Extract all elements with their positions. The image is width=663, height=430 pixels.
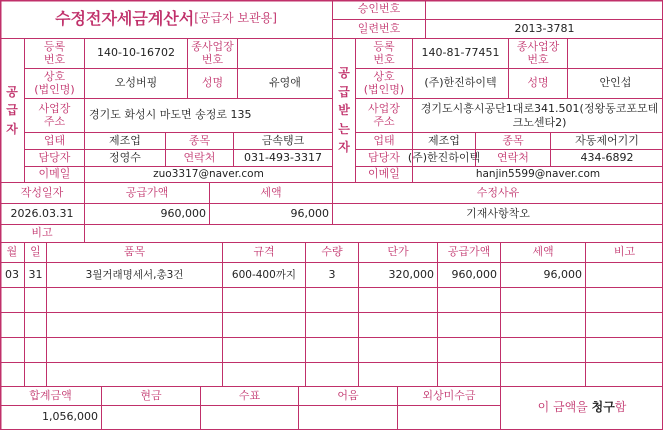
item-row-1-price: 320,000 — [388, 267, 434, 281]
buyer-biz-type-label: 업태 — [373, 133, 395, 147]
buyer-company-label: 상호 (법인명) — [363, 69, 405, 96]
title-main: 수정전자세금계산서 — [55, 8, 195, 28]
buyer-ceo-label: 성명 — [527, 76, 549, 90]
approval-no-label: 승인번호 — [357, 2, 401, 16]
supplier-manager-label: 담당자 — [38, 150, 71, 164]
buyer-branch-no — [568, 39, 663, 68]
claim-prefix: 이 금액을 — [537, 400, 588, 415]
col-qty: 수량 — [321, 245, 343, 259]
item-row-1-qty: 3 — [328, 267, 336, 281]
supplier-side-label: 공 급 자 — [6, 84, 18, 136]
claim-statement — [501, 387, 663, 429]
col-supply: 공급가액 — [447, 245, 491, 259]
item-row-1-tax: 96,000 — [543, 267, 582, 281]
item-row-1-note — [586, 263, 663, 287]
credit-amount — [398, 406, 500, 429]
note-label: 비고 — [31, 226, 53, 240]
supplier-address: 경기도 화성시 마도면 송정로 135 — [89, 108, 252, 122]
tax-amount: 96,000 — [290, 206, 329, 220]
bill-amount — [299, 406, 397, 429]
col-spec: 규격 — [253, 245, 275, 259]
buyer-email[interactable]: hanjin5599@naver.com — [475, 168, 601, 181]
check-label: 수표 — [238, 388, 261, 402]
total-amount-label: 합계금액 — [29, 388, 72, 402]
note-value — [85, 225, 663, 242]
buyer-ceo: 안인섭 — [599, 76, 632, 90]
modify-reason: 기재사항착오 — [466, 206, 530, 220]
supplier-branch-no — [238, 39, 332, 68]
supplier-email[interactable]: zuo3317@naver.com — [153, 168, 264, 181]
credit-label: 외상미수금 — [422, 388, 476, 402]
col-day: 일 — [30, 245, 41, 259]
supplier-biz-item-label: 종목 — [188, 133, 211, 147]
buyer-reg-no-label: 등록 번호 — [373, 39, 395, 66]
supplier-branch-no-label: 종사업장 번호 — [191, 39, 234, 66]
buyer-manager-label: 담당자 — [368, 150, 400, 164]
col-month: 월 — [6, 245, 18, 259]
buyer-address-label: 사업장 주소 — [368, 101, 400, 128]
buyer-biz-item: 자동제어기기 — [575, 133, 639, 147]
serial-no-value: 2013-3781 — [514, 21, 575, 35]
supplier-biz-item: 금속탱크 — [261, 133, 305, 147]
item-row-1-name: 3월거래명세서,총3건 — [85, 268, 184, 281]
supplier-contact-label: 연락처 — [183, 150, 216, 164]
buyer-address: 경기도시흥시공단1대로341.501(정왕동코포모테크노센타2) — [420, 101, 659, 129]
tax-amount-label: 세액 — [260, 185, 282, 199]
buyer-manager: (주)한진하이텍 — [407, 150, 481, 164]
serial-no-label: 일련번호 — [357, 21, 401, 35]
supplier-ceo-label: 성명 — [201, 76, 224, 90]
col-tax: 세액 — [532, 245, 554, 259]
col-item-name: 품목 — [123, 245, 146, 259]
supplier-biz-type: 제조업 — [109, 133, 141, 147]
buyer-branch-no-label: 종사업장 번호 — [516, 39, 560, 66]
supplier-address-label: 사업장 주소 — [38, 101, 71, 128]
item-row-1-spec: 600-400까지 — [231, 268, 297, 281]
buyer-contact: 434-6892 — [580, 150, 634, 164]
supplier-biz-type-label: 업태 — [43, 133, 66, 147]
supplier-company: 오성버핑 — [114, 76, 158, 90]
total-amount: 1,056,000 — [42, 410, 98, 424]
supply-amount-label: 공급가액 — [125, 185, 169, 199]
check-amount — [201, 406, 298, 429]
bill-label: 어음 — [337, 388, 359, 402]
approval-no-value — [426, 0, 663, 19]
claim-word: 청구 — [591, 400, 615, 415]
supplier-company-label: 상호 (법인명) — [34, 69, 75, 96]
supplier-reg-no-label: 등록 번호 — [43, 39, 66, 66]
buyer-company: (주)한진하이텍 — [424, 76, 497, 90]
cash-label: 현금 — [140, 388, 162, 402]
item-row-1-supply: 960,000 — [451, 267, 497, 281]
invoice-title — [0, 0, 332, 38]
supplier-email-label: 이메일 — [38, 167, 71, 181]
supplier-contact: 031-493-3317 — [244, 150, 322, 164]
cash-amount — [102, 406, 200, 429]
buyer-side-label: 공 급 받 는 자 — [338, 66, 350, 155]
modify-reason-label: 수정사유 — [476, 185, 520, 199]
supplier-reg-no: 140-10-16702 — [97, 46, 175, 60]
buyer-reg-no: 140-81-77451 — [421, 46, 500, 60]
buyer-biz-item-label: 종목 — [502, 133, 524, 147]
claim-suffix: 함 — [614, 400, 627, 415]
write-date-label: 작성일자 — [20, 185, 64, 199]
buyer-contact-label: 연락처 — [497, 150, 529, 164]
title-copy-type: [공급자 보관용] — [194, 11, 277, 26]
supplier-manager: 정영수 — [109, 150, 141, 164]
item-row-1-month: 03 — [5, 267, 19, 281]
col-unit-price: 단가 — [387, 245, 409, 259]
supplier-ceo: 유영애 — [269, 76, 301, 90]
buyer-email-label: 이메일 — [368, 167, 400, 181]
supply-amount: 960,000 — [160, 206, 206, 220]
col-note: 비고 — [613, 245, 636, 259]
buyer-biz-type: 제조업 — [428, 133, 460, 147]
item-row-1-day: 31 — [28, 267, 43, 281]
write-date: 2026.03.31 — [10, 206, 74, 220]
